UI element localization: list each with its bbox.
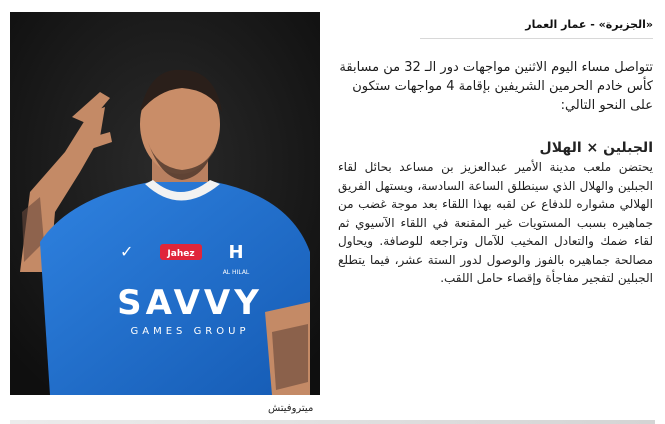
article-body: يحتضن ملعب مدينة الأمير عبدالعزيز بن مساعد بحائل لقاء الجبلين والهلال الذي سينطلق الساعة السادسة، ويستهل الفريق الهلالي مشواره للدفاع عن لقبه بهذا اللقاء بعد موجة غضب من جماهيره بسبب المستويات غير المقنعة في اللقاء الآسيوي ثم لقاء ضمك والتعادل المخيب للآمال وتراجعه للوصافة. ويحاول مصالحة جماهيره بالفوز والوصول لدور الستة عشر، فيما يتطلع الجبلين لتفجير مفاجأة وإقصاء حامل اللقب. — [338, 160, 653, 285]
article-lead: تتواصل مساء اليوم الاثنين مواجهات دور الـ 32 من مسابقة كأس خادم الحرمين الشريفين بإقامة 4 مواجهات ستكون على النحو التالي: — [339, 60, 653, 113]
jersey-sponsor-subtitle: GAMES GROUP — [130, 326, 250, 337]
club-name: AL HILAL — [222, 269, 250, 276]
bottom-edge — [10, 420, 655, 424]
header-divider — [420, 38, 653, 39]
club-crest: H — [228, 242, 244, 263]
photo-caption: ميتروفيتش — [268, 403, 314, 414]
player-photo — [10, 12, 320, 395]
chest-sponsor: Jahez — [167, 249, 195, 259]
article-byline: «الجزيرة» - عمار العمار — [525, 18, 653, 31]
jersey-sponsor: SAVVY — [117, 283, 263, 323]
adidas-style-logo: ✓ — [120, 242, 134, 261]
match-heading: الجبلين × الهلال — [539, 140, 653, 156]
